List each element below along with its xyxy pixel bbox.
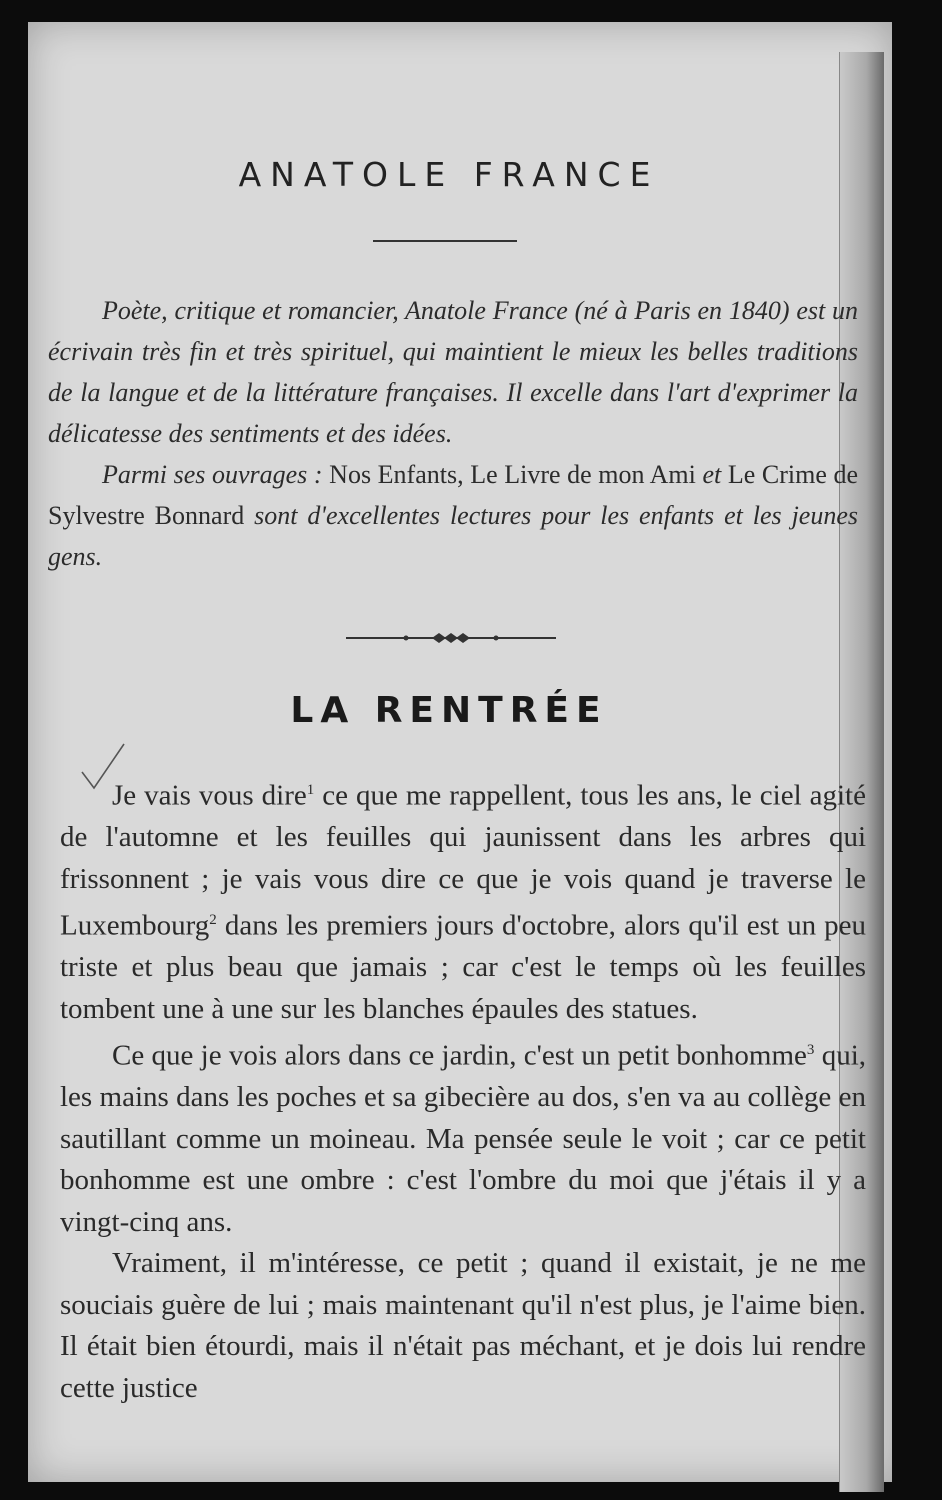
author-heading: ANATOLE FRANCE — [238, 155, 660, 194]
ornament-divider-icon — [346, 628, 556, 648]
story-p1-part-a: Je vais vous dire — [112, 779, 307, 812]
bio-paragraph-1: Poète, critique et romancier, Anatole France (né à Paris en 1840) est un écrivain très fin et très spirituel, qui maintient le mieux les belles traditions de la langue et de la littérature françaises. Il excelle dans l'art d'exprimer la délicatesse des sentiments et des idées. — [48, 296, 858, 448]
bio-works-titles-a: Nos Enfants, Le Livre de mon Ami — [329, 460, 696, 489]
story-p1-part-c: dans les premiers jours d'octobre, alors qu'il est un peu triste et plus beau que jamais ; car c'est le temps où les feuilles tombent une à une sur les blanches épaules des statues. — [60, 909, 867, 1025]
footnote-ref-1: 1 — [306, 782, 315, 798]
story-paragraph-3: Vraiment, il m'intéresse, ce petit ; quand il existait, je ne me souciais guère de lui ; mais maintenant qu'il n'est plus, je l'aime bien. Il était bien étourdi, mais il n'était pas méchant, et je dois lui rendre cette justice — [60, 1247, 866, 1404]
story-p2-part-a: Ce que je vois alors dans ce jardin, c'est un petit bonhomme — [112, 1039, 807, 1072]
heading-rule — [373, 240, 517, 242]
story-body — [60, 770, 866, 1409]
story-paragraph-2 — [60, 1030, 866, 1243]
author-biography — [48, 290, 858, 577]
story-paragraph-1 — [60, 770, 866, 1030]
story-p2-part-b: qui, les mains dans les poches et sa gibecière au dos, s'en va au collège en sautillant comme un moineau. Ma pensée seule le voit ; car ce petit bonhomme est une ombre : c'est l'ombre du moi que j'étais il y a vingt-cinq ans. — [60, 1039, 866, 1238]
bio-works-intro: Parmi ses ouvrages : — [102, 460, 323, 489]
bio-works-end: sont d'excellentes lectures pour les enfants et les jeunes gens. — [48, 501, 859, 571]
bio-works-titles-b: Le Crime de Sylvestre Bonnard — [48, 460, 859, 530]
book-page — [28, 22, 892, 1482]
story-title: LA RENTRÉE — [290, 690, 608, 731]
footnote-ref-2: 2 — [209, 912, 217, 929]
footnote-ref-3: 3 — [806, 1042, 815, 1059]
bio-paragraph-2 — [48, 454, 858, 577]
story-p1-part-b: ce que me rappellent, tous les ans, le ciel agité de l'automne et les feuilles qui jaunissent dans les arbres qui frissonnent ; je vais vous dire ce que je vois quand je traverse le Luxembourg — [60, 779, 866, 942]
bio-works-et: et — [702, 460, 722, 489]
